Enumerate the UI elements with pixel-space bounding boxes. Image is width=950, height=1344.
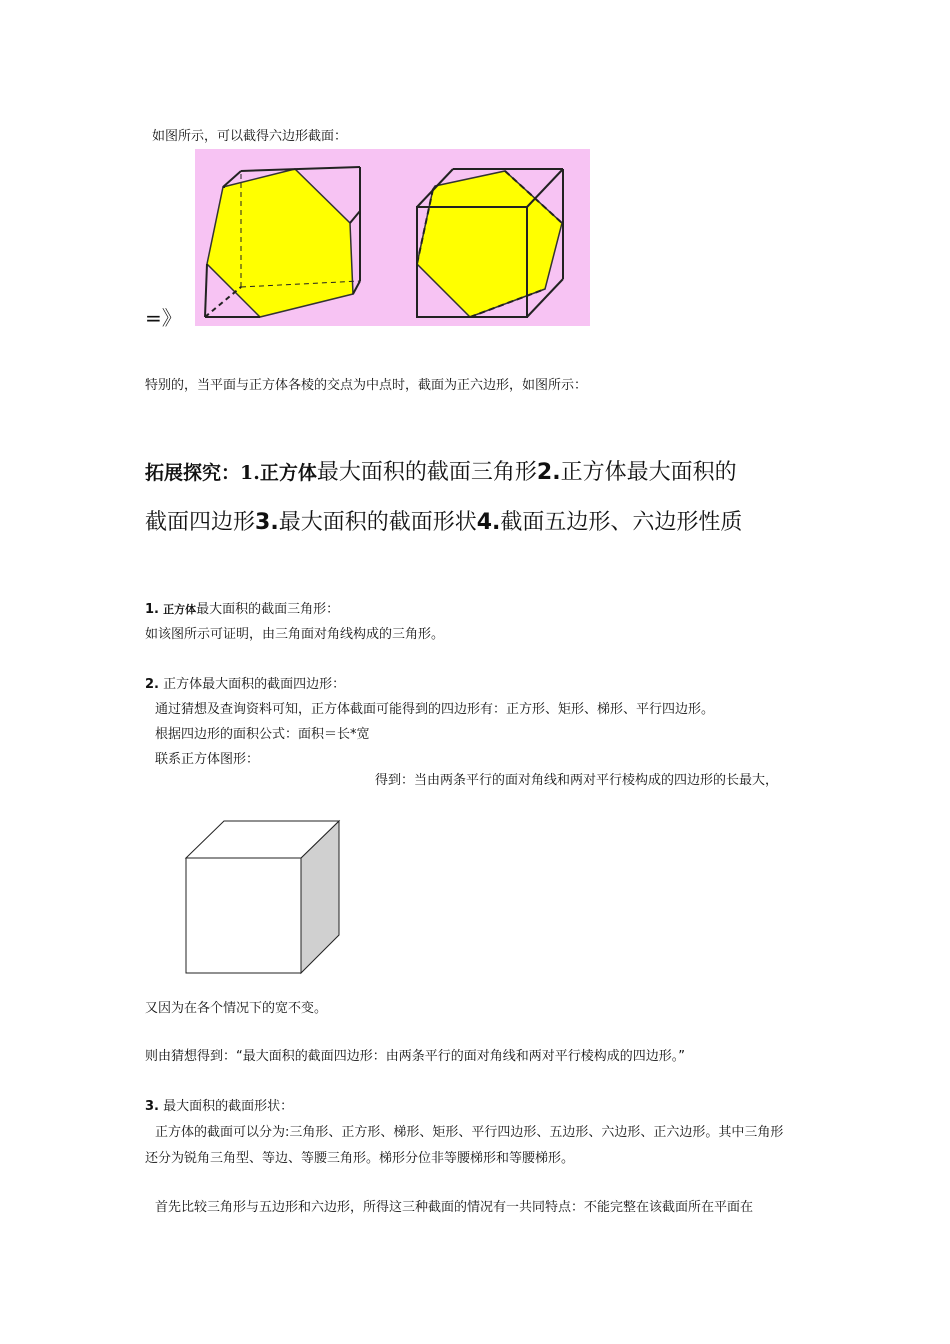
heading-num-4: 4. xyxy=(476,510,501,535)
heading-item-1b: 最大面积的截面三角形 xyxy=(316,460,537,485)
heading-lead: 拓展探究： xyxy=(145,462,241,484)
heading-item-1a: 正方体 xyxy=(259,462,317,484)
section-2-line-4: 得到：当由两条平行的面对角线和两对平行棱构成的四边形的长最大， xyxy=(375,773,779,788)
section-2-line-3: 联系正方体图形： xyxy=(155,752,260,767)
section-1-label-a: 正方体 xyxy=(163,603,197,616)
heading-item-4: 截面五边形、六边形性质 xyxy=(500,510,743,535)
cube-front-face xyxy=(186,858,301,973)
section-2-line-5: 又因为在各个情况下的宽不变。 xyxy=(145,1001,328,1016)
intro-text: 如图所示，可以截得六边形截面： xyxy=(152,129,348,144)
section-2-label: 正方体最大面积的截面四边形： xyxy=(163,677,346,692)
section-3-line-1: 正方体的截面可以分为:三角形、正方形、梯形、矩形、平行四边形、五边形、六边形、正六边形。其中三角形 xyxy=(155,1125,784,1140)
heading-num-2: 2. xyxy=(536,460,561,485)
arrow-symbol: =》 xyxy=(145,306,182,330)
heading-item-3: 最大面积的截面形状 xyxy=(278,510,477,535)
heading-line-2 xyxy=(145,509,742,537)
section-2-line-6: 则由猜想得到：“最大面积的截面四边形：由两条平行的面对角线和两对平行棱构成的四边形。” xyxy=(145,1049,685,1064)
section-2-line-1: 通过猜想及查询资料可知，正方体截面可能得到的四边形有：正方形、矩形、梯形、平行四边形。 xyxy=(155,702,715,717)
section-2-title xyxy=(145,677,345,693)
hexagon-section-figure xyxy=(195,149,590,326)
heading-num-3: 3. xyxy=(255,510,279,535)
cube-figure xyxy=(183,818,343,978)
heading-item-2a: 正方体最大面积的 xyxy=(560,460,737,485)
section-1-title xyxy=(145,602,339,618)
heading-line-1 xyxy=(145,459,737,487)
section-2-num: 2. xyxy=(145,677,159,692)
regular-hexagon-note: 特别的，当平面与正方体各棱的交点为中点时，截面为正六边形，如图所示： xyxy=(145,378,588,393)
section-3-title xyxy=(145,1099,293,1115)
section-3-line-3: 首先比较三角形与五边形和六边形，所得这三种截面的情况有一共同特点：不能完整在该截面所在平面在 xyxy=(155,1200,754,1215)
section-3-label: 最大面积的截面形状： xyxy=(163,1099,294,1114)
section-2-line-2: 根据四边形的面积公式：面积＝长*宽 xyxy=(155,727,370,742)
section-1-num: 1. xyxy=(145,602,159,617)
section-3-line-2: 还分为锐角三角型、等边、等腰三角形。梯形分位非等腰梯形和等腰梯形。 xyxy=(145,1151,575,1166)
section-1-body: 如该图所示可证明，由三角面对角线构成的三角形。 xyxy=(145,627,445,642)
heading-num-1: 1. xyxy=(240,462,260,484)
section-3-num: 3. xyxy=(145,1099,159,1114)
heading-item-2b: 截面四边形 xyxy=(145,510,256,535)
section-1-label-b: 最大面积的截面三角形： xyxy=(196,602,340,617)
